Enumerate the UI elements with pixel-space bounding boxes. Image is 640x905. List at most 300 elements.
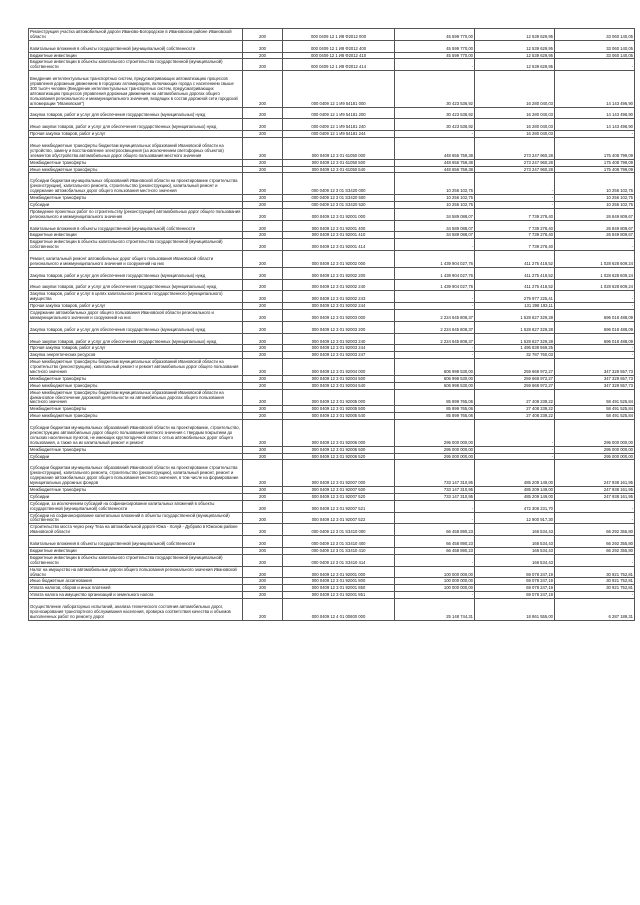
table-row [29, 267, 635, 279]
cell-grbs: 200 [243, 232, 283, 239]
cell-grbs: 200 [243, 173, 283, 195]
cell-code: 000 0409 12 1 И8 Ф2012 400 [283, 40, 395, 52]
cell-grbs: 200 [243, 267, 283, 279]
cell-rest: 30 921 752,81 [555, 585, 635, 592]
cell-exec: - [475, 201, 555, 208]
cell-grbs: 200 [243, 52, 283, 59]
cell-name: Иные закупки товаров, работ и услуг для обеспечения государственных (муниципальных) нужд [29, 333, 243, 345]
cell-code: 000 0409 12 3 01 92002 243 [283, 291, 395, 303]
cell-plan: 66 458 890,23 [395, 524, 475, 536]
cell-code: 000 0409 12 3 01 92001 800 [283, 578, 395, 585]
table-row [29, 40, 635, 52]
cell-rest: 696 018 488,09 [555, 333, 635, 345]
cell-plan: 100 000 000,00 [395, 585, 475, 592]
cell-grbs: 200 [243, 208, 283, 220]
cell-rest: 1 028 628 609,24 [555, 267, 635, 279]
cell-code: 000 0409 12 3 01 92003 000 [283, 310, 395, 322]
table-row [29, 159, 635, 166]
cell-rest: 10 256 102,75 [555, 173, 635, 195]
cell-name: Межбюджетные трансферты [29, 486, 243, 493]
cell-exec: 166 534,43 [475, 536, 555, 548]
table-row [29, 279, 635, 291]
cell-grbs: 200 [243, 460, 283, 487]
table-row [29, 201, 635, 208]
table-row [29, 59, 635, 71]
cell-code: 000 0409 12 1 И8 Ф2012 414 [283, 59, 395, 71]
cell-exec: 273 247 960,28 [475, 159, 555, 166]
table-row [29, 310, 635, 322]
cell-plan: - [395, 512, 475, 524]
cell-name: Межбюджетные трансферты [29, 159, 243, 166]
cell-exec: 69 078 247,19 [475, 578, 555, 585]
cell-plan: 85 899 765,06 [395, 413, 475, 420]
cell-plan: 10 256 102,75 [395, 201, 475, 208]
cell-grbs: 200 [243, 119, 283, 131]
cell-plan: 606 998 530,00 [395, 382, 475, 389]
cell-name: Иные межбюджетные трансферты [29, 413, 243, 420]
cell-grbs: 200 [243, 406, 283, 413]
cell-name: Иные бюджетные ассигнования [29, 578, 243, 585]
cell-exec: 69 078 247,19 [475, 566, 555, 578]
cell-name: Межбюджетные трансферты [29, 195, 243, 202]
cell-rest: 33 060 140,05 [555, 52, 635, 59]
cell-rest: 66 292 355,80 [555, 536, 635, 548]
report-sheet [0, 28, 640, 621]
cell-name: Уплата налогов, сборов и иных платежей [29, 585, 243, 592]
cell-plan: 10 256 102,75 [395, 195, 475, 202]
table-row [29, 406, 635, 413]
cell-exec: 259 668 972,27 [475, 382, 555, 389]
cell-rest: 14 143 496,90 [555, 71, 635, 107]
cell-exec: 472 308 231,70 [475, 500, 555, 512]
table-row [29, 333, 635, 345]
cell-plan: - [395, 592, 475, 599]
cell-exec: 7 739 278,40 [475, 239, 555, 251]
table-row [29, 592, 635, 599]
table-row [29, 512, 635, 524]
table-row [29, 119, 635, 131]
cell-code: 000 0409 12 3 01 92001 850 [283, 585, 395, 592]
cell-name: Осуществление лабораторных испытаний, анализа технического состояния автомобильных дорог, прогнозирования транспортного обслуживания населения, проверка соответствия качества и объемов выполненных работ по ремонту дорог [29, 599, 243, 621]
cell-rest: 30 921 752,81 [555, 578, 635, 585]
cell-grbs: 200 [243, 592, 283, 599]
cell-exec: 411 275 418,52 [475, 279, 555, 291]
cell-plan: - [395, 131, 475, 138]
cell-code: 000 0409 12 1 И9 54181 244 [283, 131, 395, 138]
table-row [29, 232, 635, 239]
cell-exec: 69 078 247,19 [475, 585, 555, 592]
table-row [29, 251, 635, 268]
cell-code: 000 0409 12 3 01 S3420 000 [283, 173, 395, 195]
cell-code: 000 0409 12 3 01 92007 000 [283, 460, 395, 487]
cell-rest: 1 028 628 609,24 [555, 279, 635, 291]
cell-name: Межбюджетные трансферты [29, 406, 243, 413]
cell-plan: 2 224 645 808,37 [395, 310, 475, 322]
cell-code: 000 0409 12 3 01 92004 500 [283, 375, 395, 382]
table-row [29, 173, 635, 195]
cell-code: 000 0409 12 3 01 92005 000 [283, 389, 395, 406]
cell-rest: 33 060 140,05 [555, 40, 635, 52]
cell-grbs: 200 [243, 166, 283, 173]
cell-plan: 295 000 000,00 [395, 420, 475, 447]
cell-plan: 30 423 536,92 [395, 71, 475, 107]
cell-exec: - [475, 420, 555, 447]
table-row [29, 413, 635, 420]
cell-plan: 34 589 088,07 [395, 232, 475, 239]
cell-exec: 16 280 040,03 [475, 119, 555, 131]
budget-table [28, 28, 635, 621]
cell-name: Иные закупки товаров, работ и услуг для обеспечения государственных (муниципальных) нужд [29, 279, 243, 291]
cell-code: 000 0409 12 3 01 S3410 410 [283, 547, 395, 554]
table-row [29, 585, 635, 592]
cell-name: Проведение проектных работ по строительству (реконструкции) автомобильных дорог общего пользования регионального и межмуниципального значения [29, 208, 243, 220]
cell-code: 000 0409 12 3 01 92005 500 [283, 406, 395, 413]
cell-grbs: 200 [243, 500, 283, 512]
cell-plan: 66 458 890,23 [395, 547, 475, 554]
cell-plan: 295 000 000,00 [395, 453, 475, 460]
cell-plan: 606 998 530,00 [395, 359, 475, 376]
cell-exec: 166 534,43 [475, 524, 555, 536]
cell-name: Иные закупки товаров, работ и услуг для обеспечения государственных (муниципальных) нужд [29, 119, 243, 131]
cell-rest: - [555, 592, 635, 599]
cell-rest: 696 018 488,09 [555, 310, 635, 322]
cell-plan: 733 147 310,95 [395, 460, 475, 487]
table-row [29, 208, 635, 220]
table-row [29, 138, 635, 160]
cell-exec: 1 495 839 569,25 [475, 345, 555, 352]
cell-rest: 347 329 557,73 [555, 375, 635, 382]
cell-exec: 12 539 629,95 [475, 52, 555, 59]
cell-exec: 7 739 278,40 [475, 232, 555, 239]
cell-name: Капитальные вложения в объекты государственной (муниципальной) собственности [29, 536, 243, 548]
cell-code: 000 0409 12 3 01 92003 200 [283, 321, 395, 333]
cell-plan: 30 423 536,92 [395, 119, 475, 131]
cell-plan: 25 148 744,31 [395, 599, 475, 621]
cell-name: Субсидии, за исключением субсидий на софинансирование капитальных вложений в объекты государственной (муниципальной) собственности [29, 500, 243, 512]
cell-code: 000 0409 12 3 01 92003 240 [283, 333, 395, 345]
cell-plan: 34 589 088,07 [395, 208, 475, 220]
cell-exec: 18 861 555,00 [475, 599, 555, 621]
cell-code: 000 0409 12 3 01 92004 540 [283, 382, 395, 389]
cell-plan: 85 899 765,06 [395, 406, 475, 413]
cell-code: 000 0409 12 3 01 92007 520 [283, 493, 395, 500]
cell-plan: 448 656 759,38 [395, 138, 475, 160]
cell-code: 000 0409 12 1 И9 54181 240 [283, 119, 395, 131]
cell-name: Бюджетные инвестиции в объекты капитального строительства государственной (муниципальной) собственности [29, 239, 243, 251]
table-row [29, 303, 635, 310]
cell-plan: - [395, 303, 475, 310]
cell-name: Иные межбюджетные трансферты [29, 382, 243, 389]
cell-name: Закупка товаров, работ и услуг для обеспечения государственных (муниципальных) нужд [29, 321, 243, 333]
table-row [29, 493, 635, 500]
table-row [29, 566, 635, 578]
cell-exec: 27 408 239,22 [475, 389, 555, 406]
cell-code: 000 0409 12 3 01 92002 240 [283, 279, 395, 291]
cell-rest: 14 143 496,90 [555, 107, 635, 119]
cell-exec: 7 739 278,40 [475, 220, 555, 232]
cell-plan: 1 439 904 027,76 [395, 279, 475, 291]
table-row [29, 345, 635, 352]
table-row [29, 352, 635, 359]
cell-exec: 166 534,43 [475, 554, 555, 566]
cell-name: Закупка товаров, работ и услуг для обеспечения государственных (муниципальных) нужд [29, 107, 243, 119]
cell-rest: 175 408 799,09 [555, 166, 635, 173]
cell-plan: 606 998 530,00 [395, 375, 475, 382]
table-row [29, 460, 635, 487]
cell-rest: 66 292 355,80 [555, 524, 635, 536]
cell-grbs: 200 [243, 578, 283, 585]
cell-code: 000 0409 12 3 01 61050 000 [283, 138, 395, 160]
cell-code: 000 0409 12 4 01 00600 000 [283, 599, 395, 621]
cell-rest: 247 938 161,95 [555, 493, 635, 500]
cell-rest: - [555, 352, 635, 359]
cell-plan: - [395, 352, 475, 359]
cell-rest: 347 329 557,73 [555, 382, 635, 389]
cell-plan: 733 147 310,95 [395, 486, 475, 493]
cell-name: Закупка энергетических ресурсов [29, 352, 243, 359]
cell-exec: 273 247 960,28 [475, 138, 555, 160]
cell-grbs: 200 [243, 251, 283, 268]
table-row [29, 599, 635, 621]
cell-name: Субсидии [29, 453, 243, 460]
table-row [29, 389, 635, 406]
cell-code: 000 0409 12 3 01 92002 244 [283, 303, 395, 310]
cell-plan: 10 256 102,75 [395, 173, 475, 195]
cell-name: Ремонт, капитальный ремонт автомобильных дорог общего пользования Ивановской области регионального и межмуниципального значения и сооружений на них [29, 251, 243, 268]
cell-exec: 32 787 760,03 [475, 352, 555, 359]
cell-grbs: 200 [243, 554, 283, 566]
table-row [29, 382, 635, 389]
cell-exec: 485 209 149,00 [475, 460, 555, 487]
table-row [29, 536, 635, 548]
table-row [29, 420, 635, 447]
cell-rest: 58 491 525,84 [555, 389, 635, 406]
cell-code: 000 0409 12 3 01 92007 522 [283, 512, 395, 524]
cell-name: Бюджетные инвестиции [29, 547, 243, 554]
cell-exec: 411 275 418,52 [475, 267, 555, 279]
table-row [29, 321, 635, 333]
cell-plan: - [395, 345, 475, 352]
cell-name: Бюджетные инвестиции [29, 52, 243, 59]
cell-name: Бюджетные инвестиции [29, 232, 243, 239]
cell-name: Закупка товаров, работ и услуг для обеспечения государственных (муниципальных) нужд [29, 267, 243, 279]
cell-rest: - [555, 500, 635, 512]
cell-exec: 131 298 193,11 [475, 303, 555, 310]
cell-code: 000 0409 12 3 01 92002 200 [283, 267, 395, 279]
cell-grbs: 200 [243, 29, 283, 41]
cell-exec: 273 247 960,28 [475, 166, 555, 173]
cell-name: Иные межбюджетные трансферты бюджетам муниципальных образований Ивановской области на финансовое обеспечение дорожной деятельности на автомобильных дорогах общего пользования местного значения [29, 389, 243, 406]
cell-name: Прочая закупка товаров, работ и услуг [29, 131, 243, 138]
cell-plan: 295 000 000,00 [395, 446, 475, 453]
cell-exec: - [475, 446, 555, 453]
cell-grbs: 200 [243, 536, 283, 548]
table-row [29, 554, 635, 566]
cell-rest: - [555, 291, 635, 303]
cell-rest: 175 408 799,09 [555, 159, 635, 166]
table-row [29, 239, 635, 251]
table-row [29, 453, 635, 460]
cell-name: Внедрение интеллектуальных транспортных систем, предусматривающих автоматизацию процессов управления дорожным движением в городских агломерациях, включающих города с населением свыше 300 тысяч человек (Внедрение интеллектуальных транспортных систем, предусматривающих автоматизацию процессов управления дорожным движением на автомобильных дорогах общего пользования регионального и межмуниципального значения, входящих в состав дорожной сети городской агломерации "Ивановская") [29, 71, 243, 107]
cell-rest: 175 408 799,09 [555, 138, 635, 160]
cell-grbs: 200 [243, 389, 283, 406]
cell-name: Закупка товаров, работ и услуг в целях капитального ремонта государственного (муниципального) имущества [29, 291, 243, 303]
table-row [29, 446, 635, 453]
cell-plan: 34 589 088,07 [395, 220, 475, 232]
cell-name: Иные межбюджетные трансферты бюджетам муниципальных образований Ивановской области на устройство, замену и восстановление электроосвещения (за исключением светофорных объектов) элементов обустройства автомобильных дорог общего пользования местного значения [29, 138, 243, 160]
cell-name: Субсидии [29, 201, 243, 208]
cell-plan: 1 439 904 027,76 [395, 251, 475, 268]
cell-name: Капитальные вложения в объекты государственной (муниципальной) собственности [29, 40, 243, 52]
cell-grbs: 200 [243, 321, 283, 333]
cell-rest: - [555, 59, 635, 71]
cell-exec: 69 078 247,19 [475, 592, 555, 599]
cell-exec: 16 280 040,03 [475, 107, 555, 119]
cell-name: Межбюджетные трансферты [29, 375, 243, 382]
cell-code: 000 0409 12 1 И8 Ф2012 000 [283, 29, 395, 41]
cell-grbs: 200 [243, 107, 283, 119]
cell-grbs: 200 [243, 524, 283, 536]
cell-rest: 10 256 102,75 [555, 195, 635, 202]
cell-code: 000 0409 12 3 01 92001 000 [283, 566, 395, 578]
cell-grbs: 200 [243, 195, 283, 202]
cell-name: Прочая закупка товаров, работ и услуг [29, 303, 243, 310]
table-row [29, 195, 635, 202]
cell-name: Налог на имущество на автомобильные дороги общего пользования регионального значения Ивановской области [29, 566, 243, 578]
cell-name: Субсидии на софинансирование капитальных вложений в объекты государственной (муниципальной) собственности [29, 512, 243, 524]
cell-name: Содержание автомобильных дорог общего пользования Ивановской области регионального и межмуниципального значения и сооружений на них [29, 310, 243, 322]
cell-rest: 26 849 809,67 [555, 208, 635, 220]
cell-grbs: 200 [243, 446, 283, 453]
cell-code: 000 0409 12 3 01 92001 851 [283, 592, 395, 599]
cell-plan: - [395, 500, 475, 512]
cell-code: 000 0409 12 3 01 61050 540 [283, 166, 395, 173]
cell-name: Субсидии бюджетам муниципальных образований Ивановской области на проектирование строительства (реконструкции), капитального ремонта, строительство (реконструкцию), капитальный ремонт, ремонт и содержание автомобильных дорог общего пользования местного значения, в том числе на формирование муниципальных дорожных фондов [29, 460, 243, 487]
cell-code: 000 0409 12 1 И8 Ф2012 410 [283, 52, 395, 59]
cell-code: 000 0409 12 3 01 92003 244 [283, 345, 395, 352]
cell-name: Реконструкция участка автомобильной дороги Иваново-Богородское в Ивановском районе Ивановской области [29, 29, 243, 41]
cell-code: 000 0409 12 1 И9 54181 000 [283, 71, 395, 107]
cell-exec: - [475, 195, 555, 202]
cell-code: 000 0409 12 3 01 92001 400 [283, 220, 395, 232]
cell-exec: 485 209 149,00 [475, 486, 555, 493]
table-row [29, 524, 635, 536]
cell-rest: 1 028 628 609,24 [555, 251, 635, 268]
table-row [29, 375, 635, 382]
cell-grbs: 200 [243, 279, 283, 291]
cell-plan: - [395, 554, 475, 566]
cell-grbs: 200 [243, 413, 283, 420]
cell-code: 000 0409 12 3 01 61050 500 [283, 159, 395, 166]
budget-table-body [29, 29, 635, 621]
table-row [29, 486, 635, 493]
cell-name: Капитальные вложения в объекты государственной (муниципальной) собственности [29, 220, 243, 232]
table-row [29, 107, 635, 119]
cell-code: 000 0409 12 3 01 S3410 400 [283, 536, 395, 548]
cell-exec: 12 539 629,95 [475, 59, 555, 71]
table-row [29, 71, 635, 107]
cell-exec: 411 275 418,52 [475, 251, 555, 268]
cell-exec: 27 408 239,22 [475, 406, 555, 413]
cell-plan: - [395, 291, 475, 303]
cell-exec: 12 539 629,95 [475, 29, 555, 41]
cell-plan: 66 458 890,23 [395, 536, 475, 548]
table-row [29, 500, 635, 512]
cell-code: 000 0409 12 3 01 S3410 000 [283, 524, 395, 536]
cell-grbs: 200 [243, 239, 283, 251]
cell-grbs: 200 [243, 40, 283, 52]
cell-grbs: 200 [243, 375, 283, 382]
cell-exec: 166 534,43 [475, 547, 555, 554]
cell-grbs: 200 [243, 585, 283, 592]
cell-exec: 12 900 917,30 [475, 512, 555, 524]
cell-name: Субсидии бюджетам муниципальных образований Ивановской области на проектирование строительства (реконструкции), капитального ремонта, строительство (реконструкцию), капитальный ремонт и содержание автомобильных дорог общего пользования местного значения [29, 173, 243, 195]
cell-code: 000 0409 12 3 01 92007 521 [283, 500, 395, 512]
cell-rest: 10 256 102,75 [555, 201, 635, 208]
cell-grbs: 200 [243, 138, 283, 160]
cell-exec: 279 977 225,41 [475, 291, 555, 303]
cell-grbs: 200 [243, 71, 283, 107]
cell-exec: 27 408 239,22 [475, 413, 555, 420]
cell-grbs: 200 [243, 352, 283, 359]
cell-plan: 1 439 904 027,76 [395, 267, 475, 279]
cell-grbs: 200 [243, 345, 283, 352]
cell-name: Бюджетные инвестиции в объекты капитального строительства государственной (муниципальной) собственности [29, 554, 243, 566]
cell-exec: - [475, 453, 555, 460]
cell-plan: 2 224 645 808,37 [395, 321, 475, 333]
cell-grbs: 200 [243, 493, 283, 500]
cell-rest: - [555, 512, 635, 524]
cell-exec: 16 280 040,03 [475, 71, 555, 107]
cell-rest: 6 287 189,31 [555, 599, 635, 621]
cell-rest: 14 143 496,90 [555, 119, 635, 131]
cell-code: 000 0409 12 3 01 92001 000 [283, 208, 395, 220]
cell-grbs: 200 [243, 59, 283, 71]
cell-exec: - [475, 173, 555, 195]
cell-plan: 45 599 770,00 [395, 52, 475, 59]
table-row [29, 291, 635, 303]
cell-code: 000 0409 12 3 01 S3420 500 [283, 195, 395, 202]
cell-plan: 30 423 536,92 [395, 107, 475, 119]
cell-plan: 448 656 759,38 [395, 159, 475, 166]
cell-code: 000 0409 12 3 01 92006 000 [283, 420, 395, 447]
cell-rest: 295 000 000,00 [555, 446, 635, 453]
cell-code: 000 0409 12 3 01 92007 500 [283, 486, 395, 493]
cell-grbs: 200 [243, 359, 283, 376]
cell-name: Субсидии [29, 493, 243, 500]
cell-rest: 58 491 525,84 [555, 406, 635, 413]
cell-plan: 100 000 000,00 [395, 566, 475, 578]
cell-grbs: 200 [243, 333, 283, 345]
cell-grbs: 200 [243, 220, 283, 232]
cell-rest: 26 849 809,67 [555, 220, 635, 232]
cell-rest: 295 000 000,00 [555, 453, 635, 460]
cell-exec: 1 528 627 329,28 [475, 333, 555, 345]
cell-name: Межбюджетные трансферты [29, 446, 243, 453]
cell-grbs: 200 [243, 303, 283, 310]
cell-rest: 347 329 557,73 [555, 359, 635, 376]
cell-code: 000 0409 12 3 01 92001 414 [283, 239, 395, 251]
cell-code: 000 0409 12 3 01 92006 520 [283, 453, 395, 460]
table-row [29, 220, 635, 232]
cell-code: 000 0409 12 3 01 S3420 520 [283, 201, 395, 208]
cell-rest: 247 938 161,95 [555, 486, 635, 493]
cell-rest: 295 000 000,00 [555, 420, 635, 447]
cell-name: Субсидии бюджетам муниципальных образований Ивановской области на проектирование, строительство, реконструкцию автомобильных дорог общего пользования местного значения с твердым покрытием до сельских населенных пунктов, не имеющих круглогодичной связи с сетью автомобильных дорог общего пользования, а также на их капитальный ремонт и ремонт [29, 420, 243, 447]
cell-name: Прочая закупка товаров, работ и услуг [29, 345, 243, 352]
cell-exec: 1 528 627 329,28 [475, 310, 555, 322]
table-row [29, 359, 635, 376]
